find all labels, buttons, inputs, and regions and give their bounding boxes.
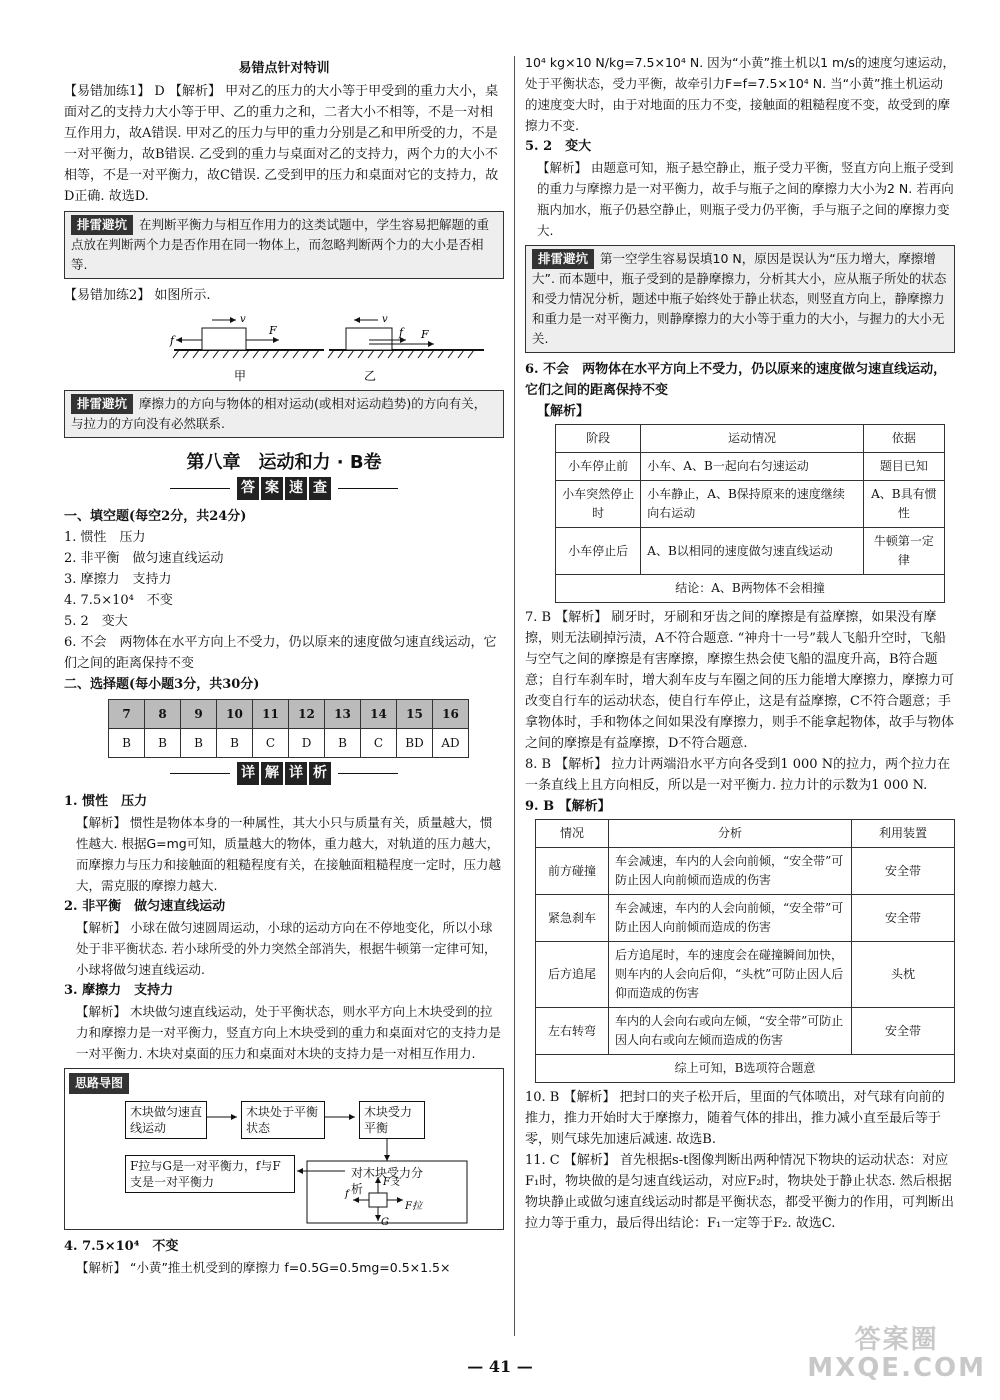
fig-v-yi: v — [382, 314, 388, 325]
detail-2: 【解析】 小球在做匀速圆周运动，小球的运动方向在不停地变化，所以小球处于非平衡状态. 若小球所受的外力突然全部消失，根据牛顿第一定律可知，小球将做匀速直线运动. — [76, 920, 497, 977]
exercise-2: 【易错加练2】 如图所示. — [64, 288, 211, 303]
fig-v-jia: v — [240, 314, 246, 325]
page-number: — 41 — — [467, 1357, 533, 1376]
detail-6-label: 【解析】 — [537, 404, 590, 419]
choice-heading: 二、选择题(每小题3分，共30分) — [64, 677, 260, 692]
banner-char: 查 — [309, 477, 331, 500]
detail-6-heading: 6. 不会 两物体在水平方向上不受力，仍以原来的速度做匀速直线运动，它们之间的距离保持不变 — [525, 362, 947, 398]
mind-map — [64, 1068, 504, 1230]
tip-tag: 排雷避坑 — [71, 215, 133, 235]
tip-text: 第一空学生容易误填10 N，原因是误认为“压力增大，摩擦增大”. 而本题中，瓶子受到的是静摩擦力，分析其大小，应从瓶子所处的状态和受力情况分析，题述中瓶子始终处于静止状态，则竖直方向上，静摩擦力和重力是一对平衡力，则静摩擦力的大小等于重力的大小，与握力的大小无关. — [532, 251, 947, 346]
fig-F-jia: F — [269, 324, 277, 337]
detail-5-heading: 5. 2 变大 — [525, 139, 592, 154]
detail-4-continued: 10⁴ kg×10 N/kg=7.5×10⁴ N. 因为“小黄”推土机以1 m/s的速度匀速运动，处于平衡状态，受力平衡，故牵引力F=f=7.5×10⁴ N. 当“小黄”推土机运动的速度变大时，由于对地面的压力不变，接触面的粗糙程度不变，故受到的摩擦力不变. — [525, 55, 955, 133]
fill-answer: 4. 7.5×10⁴ 不变 — [64, 593, 173, 608]
table-footer: 综上可知，B选项符合题意 — [536, 1055, 955, 1083]
column-divider — [514, 56, 515, 1336]
right-column — [525, 52, 955, 1234]
mm-f: f — [345, 1189, 349, 1200]
mind-map-tag: 思路导图 — [69, 1073, 129, 1094]
table-footer: 结论：A、B两物体不会相撞 — [556, 575, 945, 603]
table-row: 小车停止前 小车、A、B一起向右匀速运动 题目已知 — [556, 453, 945, 481]
mind-map-arrows — [65, 1069, 503, 1227]
detail-8: 8. B 【解析】 拉力计两端沿水平方向各受到1 000 N的拉力，两个拉力在一条直线上且方向相反，所以是一对平衡力. 拉力计的示数为1 000 N. — [525, 757, 951, 793]
safety-table: 情况 分析 利用装置 前方碰撞 车会减速，车内的人会向前倾，“安全带”可防止因人向前倾而造成的伤害 安全带 紧急刹车 车会减速，车内的人会向前倾，“安全带”可防止因人向前倾而造成的伤害 安全带 后方追尾 后方追尾时，车的速度会在碰撞瞬间加快，则车内的人会向后仰，“头枕”可防止因人后仰而造成的伤害 头枕 左右转弯 车内的人会向右或向左倾，“安全带”可防止因人向右或向左倾而造成的伤害 安全带 综上可知，B选项符合题意 — [535, 819, 955, 1083]
fill-answer: 6. 不会 两物体在水平方向上不受力，仍以原来的速度做匀速直线运动，它们之间的距离保持不变 — [64, 635, 497, 671]
detail-4-heading: 4. 7.5×10⁴ 不变 — [64, 1239, 179, 1254]
banner-char: 答 — [237, 477, 259, 500]
watermark-logo: 答案圈 MXQE.COM — [807, 1325, 986, 1383]
fig-f-yi: f — [399, 326, 404, 339]
left-column — [64, 52, 504, 1278]
fill-heading: 一、填空题(每空2分，共24分) — [64, 509, 247, 524]
banner-char: 析 — [309, 762, 331, 785]
fig-label-jia: 甲 — [234, 369, 247, 383]
motion-table: 阶段 运动情况 依据 小车停止前 小车、A、B一起向右匀速运动 题目已知 小车突然停止时 小车静止，A、B保持原来的速度继续向右运动 A、B具有惯性 小车停止后 A、B以相同的速度做匀速直线运动 牛顿第一定律 结论：A、B两物体不会相撞 — [555, 424, 945, 603]
chapter-title: 第八章 运动和力 · B卷 — [186, 452, 382, 473]
fig-label-yi: 乙 — [364, 369, 377, 383]
table-row: 小车停止后 A、B以相同的速度做匀速直线运动 牛顿第一定律 — [556, 528, 945, 575]
detail-3-heading: 3. 摩擦力 支持力 — [64, 983, 174, 998]
table-row: 小车突然停止时 小车静止，A、B保持原来的速度继续向右运动 A、B具有惯性 — [556, 481, 945, 528]
table-row: 后方追尾 后方追尾时，车的速度会在碰撞瞬间加快，则车内的人会向后仰，“头枕”可防止因人后仰而造成的伤害 头枕 — [536, 942, 955, 1008]
detail-11: 11. C 【解析】 首先根据s-t图像判断出两种情况下物块的运动状态：对应F₁时，物块做的是匀速直线运动，对应F₂时，物块处于静止状态. 然后根据物块静止或做匀速直线运动时都是平衡状态，都受平衡力的作用，可判断出拉力等于重力，最后得出结论：F₁一定等于F₂. 故选C. — [525, 1153, 955, 1231]
detail-5: 【解析】 由题意可知，瓶子悬空静止，瓶子受力平衡，竖直方向上瓶子受到的重力与摩擦力是一对平衡力，故手与瓶子之间的摩擦力大小为2 N. 若再向瓶内加水，瓶子仍悬空静止，则瓶子受力仍平衡，手与瓶子之间的摩擦力变大. — [537, 160, 954, 238]
table-row: 左右转弯 车内的人会向右或向左倾，“安全带”可防止因人向右或向左倾而造成的伤害 安全带 — [536, 1008, 955, 1055]
detail-1: 【解析】 惯性是物体本身的一种属性，其大小只与质量有关，质量越大，惯性越大. 根据G=mg可知，质量越大的物体，重力越大，对轨道的压力越大，而摩擦力与压力和接触面的粗糙程度有关，在接触面粗糙程度一定时，压力越大，需克服的摩擦力越大. — [76, 815, 502, 893]
detail-9-heading: 9. B 【解析】 — [525, 799, 611, 814]
exercise-1: 【易错加练1】 D 【解析】 甲对乙的压力的大小等于甲受到的重力大小，桌面对乙的支持力大小等于甲、乙的重力之和，二者大小不相等，不是一对相互作用力，故A错误. 甲对乙的压力与甲的重力分别是乙和甲所受的力，不是一对平衡力，故B错误. 乙受到的重力与桌面对乙的支持力，两个力的大小不相等，不是一对平衡力，故C错误. 乙受到甲的压力和桌面对它的支持力，故D正确. 故选D. — [64, 84, 499, 204]
detail-10: 10. B 【解析】 把封口的夹子松开后，里面的气体喷出，对气球有向前的推力，推力开始时大于摩擦力，随着气体的排出，推力减小直至最后等于零，则气球先加速后减速. 故选B. — [525, 1090, 945, 1147]
banner-char: 案 — [261, 477, 283, 500]
detail-2-heading: 2. 非平衡 做匀速直线运动 — [64, 899, 226, 914]
answer-banner — [64, 477, 504, 500]
mm-box-4: F拉与G是一对平衡力，f与F支是一对平衡力 — [125, 1155, 295, 1193]
mm-fs: F支 — [383, 1177, 400, 1188]
banner-char: 详 — [237, 762, 259, 785]
fig-f-jia: f — [170, 334, 175, 347]
mm-box-3: 木块受力平衡 — [359, 1101, 425, 1139]
tip-tag: 排雷避坑 — [532, 249, 594, 269]
tip-box-3 — [525, 245, 955, 353]
detail-1-heading: 1. 惯性 压力 — [64, 794, 148, 809]
detail-4: 【解析】 “小黄”推土机受到的摩擦力 f=0.5G=0.5mg=0.5×1.5× — [76, 1260, 451, 1275]
mm-fl: F拉 — [405, 1201, 422, 1212]
fill-answer: 3. 摩擦力 支持力 — [64, 572, 172, 587]
mm-g: G — [381, 1217, 389, 1227]
detail-3: 【解析】 木块做匀速直线运动，处于平衡状态，则水平方向上木块受到的拉力和摩擦力是一对平衡力，竖直方向上木块受到的重力和桌面对它的支持力是一对平衡力. 木块对桌面的压力和桌面对木块的支持力是一对相互作用力. — [76, 1004, 502, 1061]
table-row: 前方碰撞 车会减速，车内的人会向前倾，“安全带”可防止因人向前倾而造成的伤害 安全带 — [536, 848, 955, 895]
friction-diagram — [64, 310, 504, 386]
mm-box-1: 木块做匀速直线运动 — [125, 1101, 207, 1139]
table-row: 紧急刹车 车会减速，车内的人会向前倾，“安全带”可防止因人向前倾而造成的伤害 安全带 — [536, 895, 955, 942]
fill-answer: 5. 2 变大 — [64, 614, 128, 629]
fill-answer: 1. 惯性 压力 — [64, 530, 146, 545]
mm-box-5: 对木块受力分析 — [351, 1166, 424, 1196]
choice-answer-table: 7 8 9 10 11 12 13 14 15 16 B B B B C D B C BD AD — [108, 699, 469, 758]
tip-box-1 — [64, 211, 504, 279]
mm-box-2: 木块处于平衡状态 — [241, 1101, 325, 1139]
tip-tag: 排雷避坑 — [71, 394, 133, 414]
fig-F-yi: F — [421, 328, 429, 341]
banner-char: 解 — [261, 762, 283, 785]
banner-char: 详 — [285, 762, 307, 785]
tip-box-2 — [64, 390, 504, 438]
friction-figure — [64, 310, 504, 386]
detail-banner — [64, 762, 504, 785]
detail-7: 7. B 【解析】 刷牙时，牙刷和牙齿之间的摩擦是有益摩擦，如果没有摩擦，则无法刷掉污渍，A不符合题意. “神舟十一号”载人飞船升空时，飞船与空气之间的摩擦是有害摩擦，摩擦生热会使飞船的温度升高，B符合题意；自行车刹车时，增大刹车皮与车圈之间的压力能增大摩擦力，摩擦力可改变自行车的运动状态，使自行车停止，这是有益摩擦，C不符合题意；手拿物体时，手和物体之间如果没有摩擦力，则手不能拿起物体，故手与物体之间的摩擦是有益摩擦，D不符合题意. — [525, 610, 955, 751]
tip-text: 摩擦力的方向与物体的相对运动(或相对运动趋势)的方向有关，与拉力的方向没有必然联系. — [71, 396, 487, 431]
tip-text: 在判断平衡力与相互作用力的这类试题中，学生容易把解题的重点放在判断两个力是否作用在同一物体上，而忽略判断两个力的大小是否相等. — [71, 217, 490, 272]
banner-char: 速 — [285, 477, 307, 500]
section-title: 易错点针对特训 — [238, 61, 330, 76]
fill-answer: 2. 非平衡 做匀速直线运动 — [64, 551, 224, 566]
